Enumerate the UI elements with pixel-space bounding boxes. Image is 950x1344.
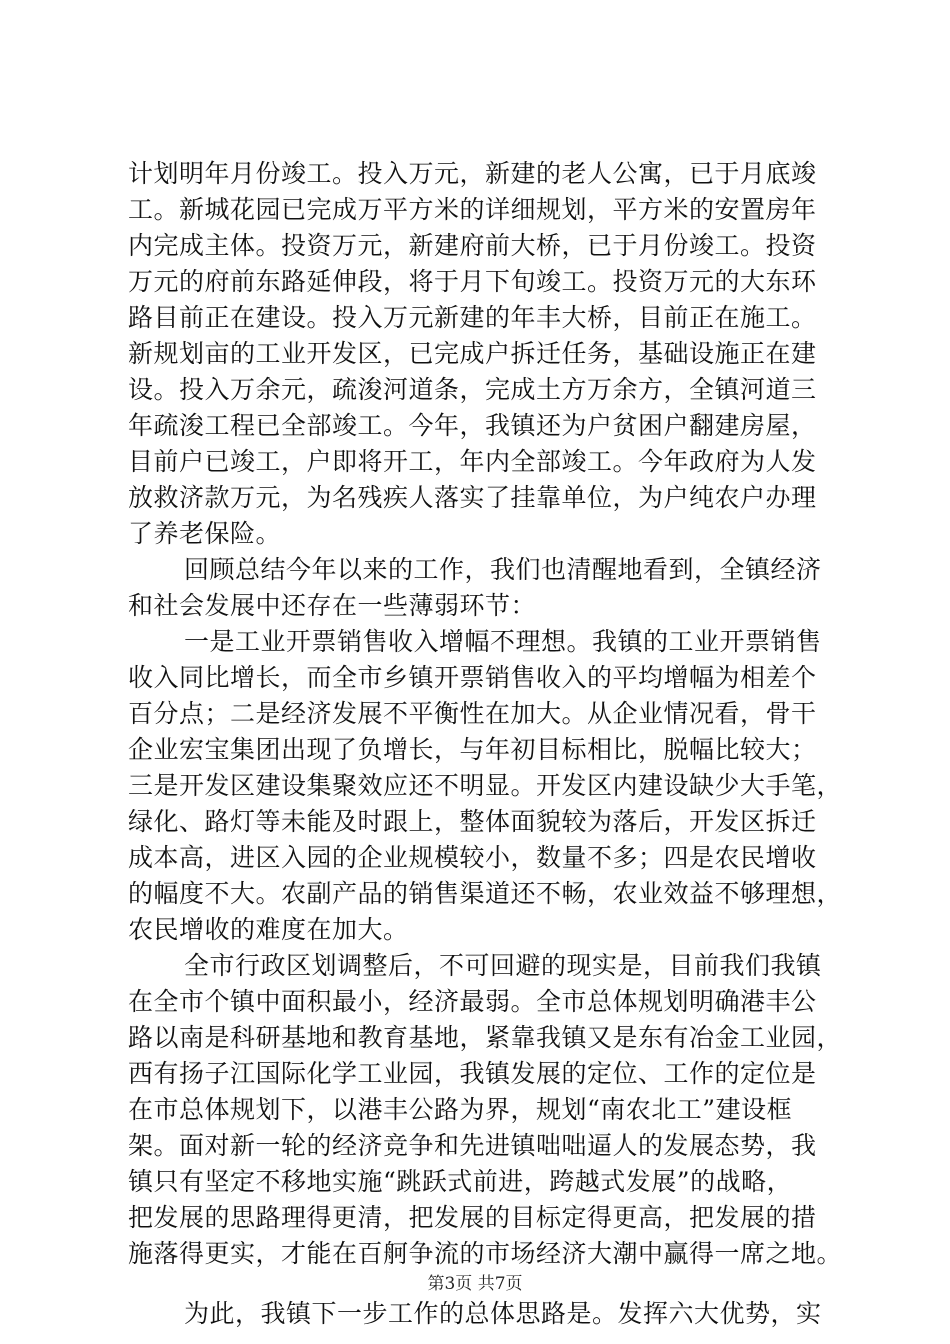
paragraph-start: 一是工业开票销售收入增幅不理想。我镇的工业开票销售	[184, 627, 822, 656]
text-line: 三是开发区建设集聚效应还不明显。开发区内建设缺少大手笔，	[128, 771, 843, 800]
text-line: 路目前正在建设。投入万元新建的年丰大桥，目前正在施工。	[128, 303, 817, 332]
text-line: 把发展的思路理得更清，把发展的目标定得更高，把发展的措	[128, 1203, 817, 1232]
text-line: 和社会发展中还存在一些薄弱环节：	[128, 591, 537, 620]
text-line: 收入同比增长，而全市乡镇开票销售收入的平均增幅为相差个	[128, 663, 817, 692]
text-line: 放救济款万元，为名残疾人落实了挂靠单位，为户纯农户办理	[128, 483, 817, 512]
text-line: 目前户已竣工，户即将开工，年内全部竣工。今年政府为人发	[128, 447, 817, 476]
text-line: 绿化、路灯等未能及时跟上，整体面貌较为落后，开发区拆迁	[128, 807, 817, 836]
paragraph-start: 回顾总结今年以来的工作，我们也清醒地看到，全镇经济	[184, 555, 822, 584]
text-line: 新规划亩的工业开发区，已完成户拆迁任务，基础设施正在建	[128, 339, 817, 368]
paragraph-start: 为此，我镇下一步工作的总体思路是。发挥六大优势，实	[184, 1299, 822, 1328]
text-line: 了养老保险。	[128, 519, 282, 548]
text-line: 镇只有坚定不移地实施“跳跃式前进，跨越式发展”的战略，	[128, 1167, 793, 1196]
text-line: 百分点；二是经济发展不平衡性在加大。从企业情况看，骨干	[128, 699, 817, 728]
text-line: 在市总体规划下，以港丰公路为界，规划“南农北工”建设框	[128, 1095, 793, 1124]
text-line: 的幅度不大。农副产品的销售渠道还不畅，农业效益不够理想，	[128, 879, 843, 908]
text-line: 成本高，进区入园的企业规模较小，数量不多；四是农民增收	[128, 843, 817, 872]
text-line: 架。面对新一轮的经济竞争和先进镇咄咄逼人的发展态势，我	[128, 1131, 817, 1160]
text-line: 设。投入万余元，疏浚河道条，完成土方万余方，全镇河道三	[128, 375, 817, 404]
text-line: 企业宏宝集团出现了负增长，与年初目标相比，脱幅比较大；	[128, 735, 817, 764]
page-footer: 第3页 共7页	[427, 1274, 523, 1294]
text-line: 内完成主体。投资万元，新建府前大桥，已于月份竣工。投资	[128, 231, 817, 260]
document-body	[128, 156, 843, 1332]
text-line: 工。新城花园已完成万平方米的详细规划，平方米的安置房年	[128, 195, 817, 224]
text-line: 计划明年月份竣工。投入万元，新建的老人公寓，已于月底竣	[128, 159, 817, 188]
text-line: 在全市个镇中面积最小，经济最弱。全市总体规划明确港丰公	[128, 987, 817, 1016]
text-line: 路以南是科研基地和教育基地，紧靠我镇又是东有冶金工业园，	[128, 1023, 843, 1052]
text-line: 施落得更实，才能在百舸争流的市场经济大潮中赢得一席之地。	[128, 1239, 843, 1268]
text-line: 年疏浚工程已全部竣工。今年，我镇还为户贫困户翻建房屋，	[128, 411, 817, 440]
text-line: 西有扬子江国际化学工业园，我镇发展的定位、工作的定位是	[128, 1059, 817, 1088]
text-line: 万元的府前东路延伸段，将于月下旬竣工。投资万元的大东环	[128, 267, 817, 296]
text-line: 农民增收的难度在加大。	[128, 915, 409, 944]
paragraph-start: 全市行政区划调整后，不可回避的现实是，目前我们我镇	[184, 951, 822, 980]
